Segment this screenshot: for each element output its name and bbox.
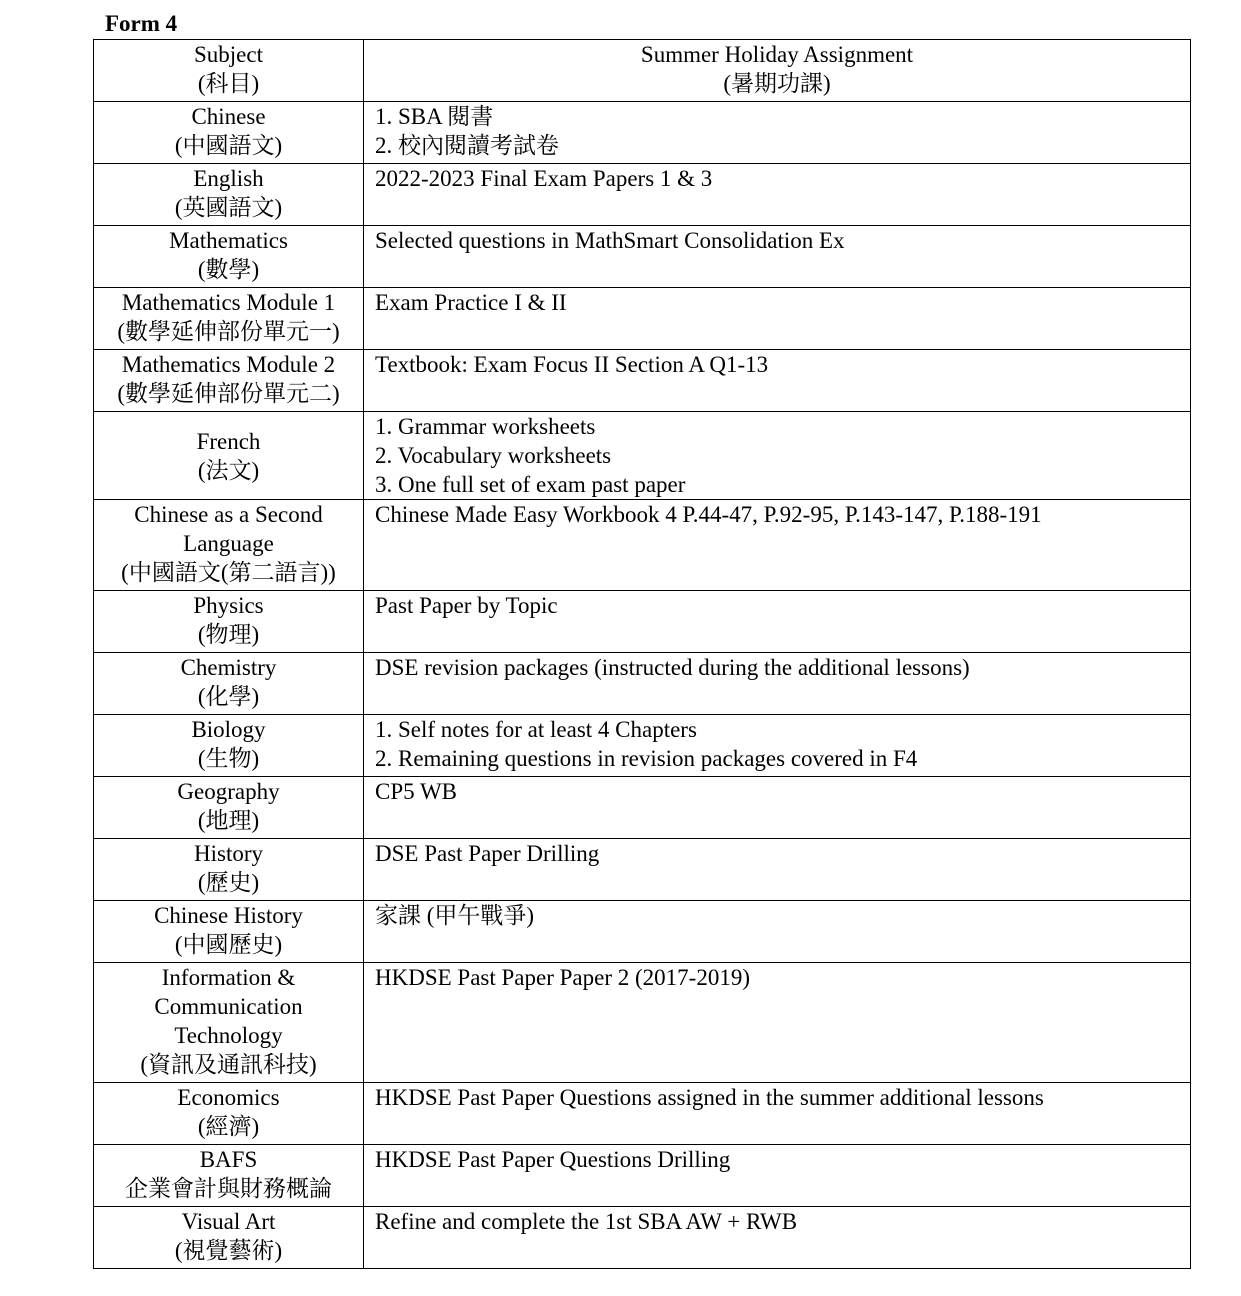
subject-line: (地理) <box>197 808 260 833</box>
subject-line: Information & <box>161 965 296 990</box>
table-row <box>94 653 1191 715</box>
table-row <box>94 350 1191 412</box>
table-row <box>94 839 1191 901</box>
subject-line: (中國語文(第二語言)) <box>121 560 336 585</box>
subject-cell <box>94 1083 364 1145</box>
assignment-line: 家課 (甲午戰爭) <box>375 903 535 928</box>
assignment-line: 2. Vocabulary worksheets <box>375 443 612 468</box>
table-row <box>94 1145 1191 1207</box>
subject-line: (數學延伸部份單元二) <box>117 381 340 406</box>
table-row <box>94 1207 1191 1269</box>
subject-line: (數學) <box>197 257 260 282</box>
assignment-header-zh: (暑期功課) <box>723 71 831 96</box>
subject-cell <box>94 1145 364 1207</box>
table-row <box>94 226 1191 288</box>
subject-header-zh: (科目) <box>197 71 260 96</box>
subject-cell <box>94 777 364 839</box>
subject-line: History <box>194 841 263 866</box>
assignment-line: Textbook: Exam Focus II Section A Q1-13 <box>375 352 769 377</box>
assignment-cell <box>364 963 1191 1083</box>
assignment-line: DSE revision packages (instructed during the additional lessons) <box>375 655 970 680</box>
subject-cell <box>94 350 364 412</box>
subject-cell <box>94 839 364 901</box>
subject-line: BAFS <box>199 1147 258 1172</box>
assignment-line: HKDSE Past Paper Questions assigned in the summer additional lessons <box>375 1085 1044 1110</box>
subject-line: Economics <box>177 1085 280 1110</box>
assignment-line: 1. Grammar worksheets <box>375 414 596 439</box>
subject-line: Biology <box>191 717 266 742</box>
assignment-cell <box>364 500 1191 591</box>
subject-header-en: Subject <box>194 42 263 67</box>
subject-line: (法文) <box>197 457 260 483</box>
assignment-line: DSE Past Paper Drilling <box>375 841 600 866</box>
subject-cell <box>94 164 364 226</box>
table-row <box>94 102 1191 164</box>
assignment-cell <box>364 839 1191 901</box>
assignment-cell <box>364 901 1191 963</box>
assignment-cell <box>364 1207 1191 1269</box>
subject-line: English <box>193 166 264 191</box>
assignment-line: 1. SBA 閱書 <box>375 104 494 129</box>
subject-line: (視覺藝術) <box>174 1238 283 1263</box>
subject-cell <box>94 963 364 1083</box>
subject-line: Mathematics Module 1 <box>121 290 336 315</box>
subject-line: Chinese History <box>154 903 303 928</box>
assignment-line: Selected questions in MathSmart Consolidation Ex <box>375 228 845 253</box>
subject-line: Chinese <box>191 104 266 129</box>
subject-line: 企業會計與財務概論 <box>125 1176 332 1201</box>
assignment-line: 2022-2023 Final Exam Papers 1 & 3 <box>375 166 713 191</box>
subject-line: (歷史) <box>197 870 260 895</box>
subject-line: Physics <box>193 593 264 618</box>
subject-line: (中國歷史) <box>174 932 283 957</box>
assignment-cell <box>364 288 1191 350</box>
assignment-line: Exam Practice I & II <box>375 290 567 315</box>
assignment-cell <box>364 102 1191 164</box>
subject-line: French <box>196 428 261 454</box>
assignment-cell <box>364 1083 1191 1145</box>
subject-cell <box>94 226 364 288</box>
assignment-line: Refine and complete the 1st SBA AW + RWB <box>375 1209 798 1234</box>
subject-line: (資訊及通訊科技) <box>140 1052 317 1077</box>
subject-cell <box>94 412 364 500</box>
assignment-line: HKDSE Past Paper Paper 2 (2017-2019) <box>375 965 750 990</box>
subject-cell <box>94 653 364 715</box>
subject-line: (生物) <box>197 746 260 771</box>
subject-line: Chinese as a Second <box>134 502 323 527</box>
table-row <box>94 591 1191 653</box>
table-row <box>94 963 1191 1083</box>
subject-line: Geography <box>177 779 280 804</box>
subject-column-header <box>94 40 364 102</box>
assignment-line: 2. 校內閱讀考試卷 <box>375 133 559 158</box>
table-row <box>94 500 1191 591</box>
assignment-header-en: Summer Holiday Assignment <box>640 42 914 67</box>
assignment-column-header <box>364 40 1191 102</box>
assignment-line: Past Paper by Topic <box>375 593 558 618</box>
assignment-table <box>93 39 1191 1269</box>
subject-cell <box>94 500 364 591</box>
subject-line: Visual Art <box>181 1209 276 1234</box>
subject-line: (經濟) <box>197 1114 260 1139</box>
assignment-line: HKDSE Past Paper Questions Drilling <box>375 1147 731 1172</box>
subject-line: Language <box>183 531 274 556</box>
assignment-line: CP5 WB <box>375 779 458 804</box>
table-row <box>94 901 1191 963</box>
table-row <box>94 777 1191 839</box>
subject-cell <box>94 102 364 164</box>
table-row <box>94 164 1191 226</box>
subject-line: Chemistry <box>180 655 277 680</box>
assignment-line: 3. One full set of exam past paper <box>375 472 686 497</box>
table-row <box>94 715 1191 777</box>
subject-line: Technology <box>174 1023 283 1048</box>
table-row <box>94 288 1191 350</box>
subject-line: (數學延伸部份單元一) <box>117 319 340 344</box>
assignment-line: 2. Remaining questions in revision packages covered in F4 <box>375 746 918 771</box>
subject-line: (中國語文) <box>174 133 283 158</box>
subject-cell <box>94 591 364 653</box>
assignment-cell <box>364 715 1191 777</box>
subject-cell <box>94 901 364 963</box>
subject-line: (化學) <box>197 684 260 709</box>
assignment-cell <box>364 164 1191 226</box>
assignment-cell <box>364 226 1191 288</box>
assignment-line: 1. Self notes for at least 4 Chapters <box>375 717 697 742</box>
subject-cell <box>94 1207 364 1269</box>
assignment-cell <box>364 777 1191 839</box>
assignment-cell <box>364 1145 1191 1207</box>
subject-cell <box>94 288 364 350</box>
subject-line: Communication <box>154 994 303 1019</box>
form-title: Form 4 <box>105 11 178 36</box>
subject-line: (物理) <box>197 622 260 647</box>
assignment-line: Chinese Made Easy Workbook 4 P.44-47, P.92-95, P.143-147, P.188-191 <box>375 502 1042 527</box>
table-row <box>94 412 1191 500</box>
table-row <box>94 1083 1191 1145</box>
subject-cell <box>94 715 364 777</box>
assignment-cell <box>364 653 1191 715</box>
table-header-row <box>94 40 1191 102</box>
assignment-cell <box>364 591 1191 653</box>
subject-line: Mathematics <box>169 228 288 253</box>
assignment-cell <box>364 350 1191 412</box>
subject-line: Mathematics Module 2 <box>121 352 336 377</box>
assignment-cell <box>364 412 1191 500</box>
subject-line: (英國語文) <box>174 195 283 220</box>
